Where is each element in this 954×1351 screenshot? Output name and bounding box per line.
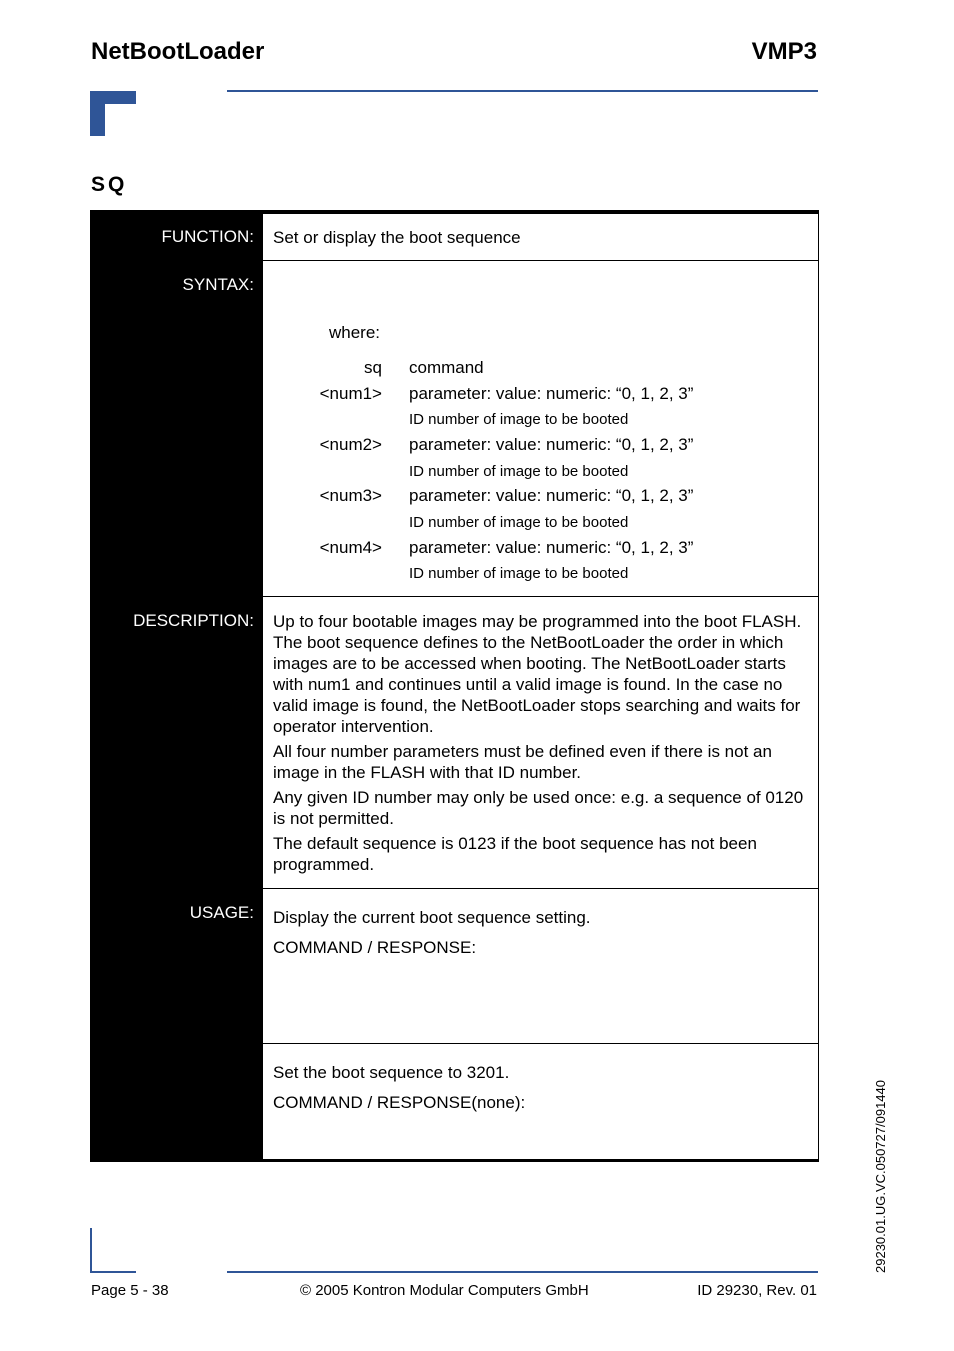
syntax-term-num1: <num1> [319,384,382,403]
syntax-where: where: [329,323,381,342]
row-separator [263,596,819,597]
footer-page-number: Page 5 - 38 [91,1282,169,1299]
syntax-desc-sq: command [409,358,484,377]
command-table [90,210,819,1162]
usage-text-display: Display the current boot sequence setting. [273,908,591,927]
syntax-term-num3: <num3> [319,486,382,505]
row-separator [263,1043,819,1044]
table-top-rule [90,210,819,214]
table-bottom-rule [90,1159,819,1162]
row-separator [263,888,819,889]
description-text [273,611,808,879]
syntax-sub-num1: ID number of image to be booted [409,411,629,428]
syntax-desc-num2: parameter: value: numeric: “0, 1, 2, 3” [409,435,694,454]
header-product-name: NetBootLoader [91,38,265,65]
footer-document-id: ID 29230, Rev. 01 [697,1282,817,1299]
label-column [90,210,263,1162]
footer-copyright: © 2005 Kontron Modular Computers GmbH [300,1282,589,1299]
usage-command-response: COMMAND / RESPONSE: [273,938,477,957]
header-board-name: VMP3 [751,38,817,65]
syntax-term-num2: <num2> [319,435,382,454]
description-paragraph: Any given ID number may only be used once: e.g. a sequence of 0120 is not permitted. [273,788,804,828]
function-text: Set or display the boot sequence [273,228,521,247]
side-document-id: 29230.01.UG.VC.050727/091440 [873,1080,888,1273]
header-corner-mark-top [90,91,136,104]
syntax-desc-num3: parameter: value: numeric: “0, 1, 2, 3” [409,486,694,505]
usage-label: USAGE: [189,903,254,922]
function-label: FUNCTION: [161,227,254,246]
syntax-desc-num4: parameter: value: numeric: “0, 1, 2, 3” [409,538,694,557]
syntax-sub-num3: ID number of image to be booted [409,514,629,531]
syntax-term-sq: sq [364,358,382,377]
description-label: DESCRIPTION: [133,611,254,630]
footer-corner-mark-bottom [90,1271,136,1273]
row-separator [263,260,819,261]
table-right-border [818,210,819,1162]
syntax-term-num4: <num4> [319,538,382,557]
description-paragraph: Up to four bootable images may be programmed into the boot FLASH. The boot sequence defines to the NetBootLoader the order in which images are to be accessed when booting. The NetBootLoader starts with num1 and continues until a valid image is found. In the case no valid image is found, the NetBootLoader stops searching and waits for operator intervention. [273,612,802,736]
syntax-sub-num4: ID number of image to be booted [409,565,629,582]
page-title: SQ [91,173,128,196]
usage-command-response-none: COMMAND / RESPONSE(none): [273,1093,526,1112]
description-paragraph: All four number parameters must be defined even if there is not an image in the FLASH with that ID number. [273,742,772,782]
usage-text-set: Set the boot sequence to 3201. [273,1063,510,1082]
description-paragraph: The default sequence is 0123 if the boot sequence has not been programmed. [273,834,757,874]
footer-rule [227,1271,818,1273]
syntax-label: SYNTAX: [182,275,254,294]
syntax-sub-num2: ID number of image to be booted [409,463,629,480]
footer-corner-mark [90,1228,92,1273]
syntax-desc-num1: parameter: value: numeric: “0, 1, 2, 3” [409,384,694,403]
header-rule [227,90,818,92]
